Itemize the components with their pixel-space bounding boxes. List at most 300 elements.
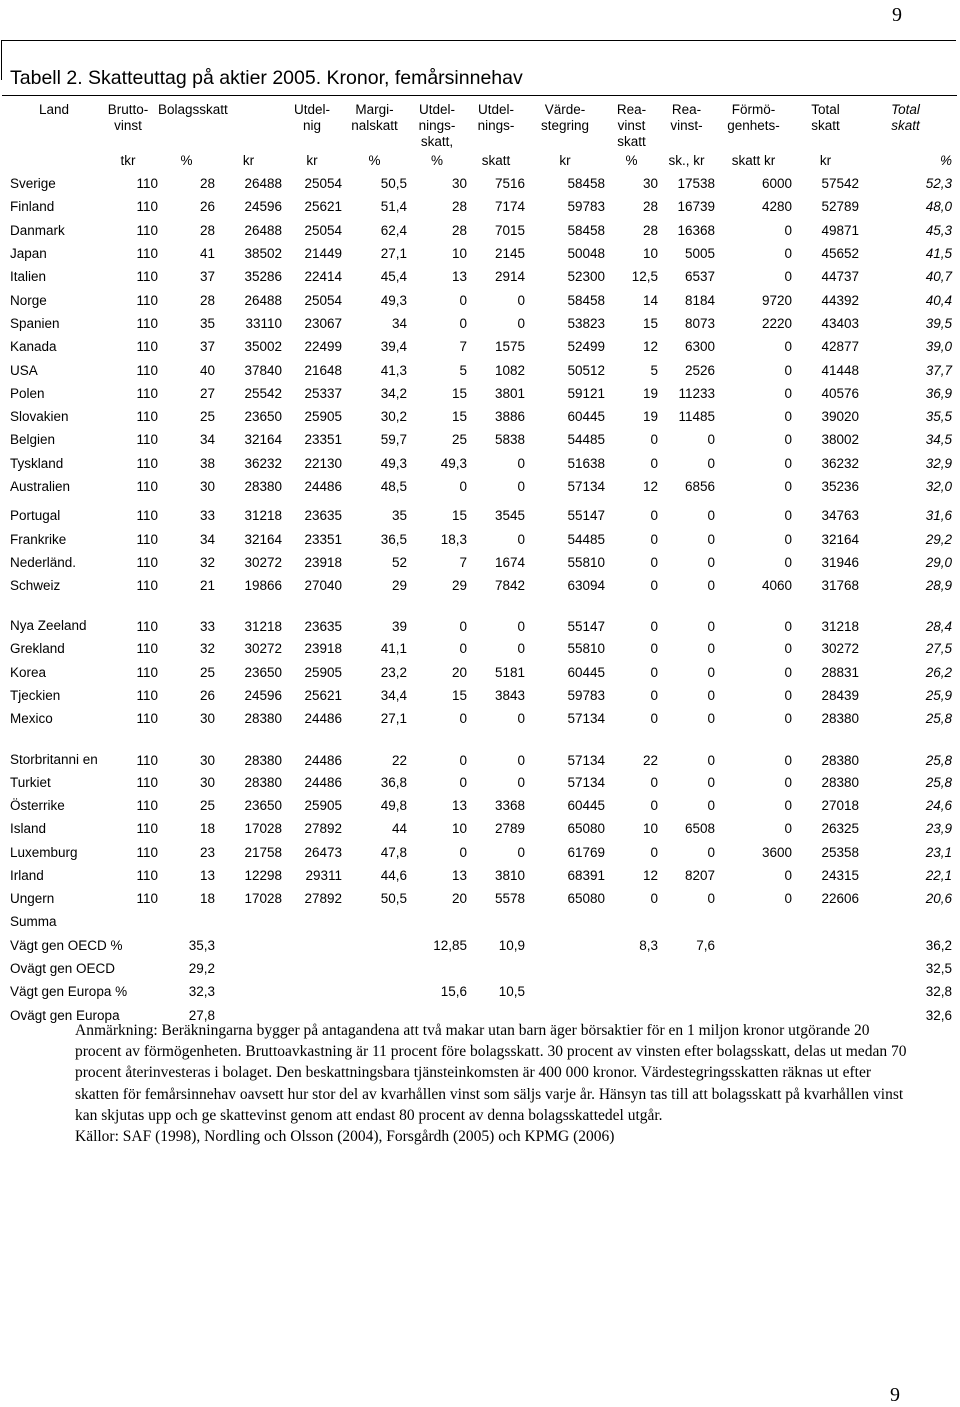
value-cell: 22 [642,752,659,768]
value-cell: 6856 [684,479,716,494]
value-cell: 0 [517,844,526,860]
value-cell: 48,0 [925,199,953,215]
empty-cell [715,957,792,980]
value-cell: 21648 [304,362,343,378]
value-cell: 110 [136,199,158,215]
header-unit-cell: % [625,153,638,168]
empty-cell [342,910,407,933]
value-cell: 31218 [244,619,283,635]
value-cell: 23650 [244,797,283,813]
value-cell: 55810 [567,641,606,657]
value-cell: 26488 [244,292,283,308]
empty-cell [342,980,407,1003]
value-cell: 0 [650,508,659,524]
value-cell: 20 [451,891,468,907]
value-cell: 24,6 [925,797,953,813]
empty-cell [792,934,859,957]
value-cell: 32 [199,554,215,570]
value-cell: 4280 [761,199,793,215]
header-cell: nings- [418,118,456,133]
value-cell: 25,9 [925,688,953,704]
value-cell: 60445 [567,664,606,680]
table-row [10,358,952,381]
value-cell: 24486 [304,752,343,768]
value-cell: 0 [459,711,468,727]
value-cell: 13 [451,867,468,883]
value-cell: 55810 [567,554,606,570]
value-cell: 55147 [567,508,606,524]
header-cell: Utdel- [294,102,331,117]
value-cell: 24486 [304,774,343,790]
header-cell: nings- [477,118,515,133]
value-cell: 26488 [244,222,283,238]
value-cell: 0 [784,531,793,547]
value-cell: 15 [451,688,468,704]
country-cell: Luxemburg [10,844,78,860]
value-cell: 27 [199,385,215,401]
value-cell: 110 [136,176,158,192]
value-cell: 25 [199,797,215,813]
value-cell: 0 [707,554,716,570]
value-cell: 0 [707,578,716,594]
value-cell: 36,8 [380,774,408,790]
value-cell: 39,5 [925,315,953,331]
value-cell: 26473 [304,844,343,860]
value-cell: 28380 [244,774,283,790]
table-row [10,707,952,730]
header-cell: Rea- [616,102,647,117]
value-cell: 110 [136,867,158,883]
value-cell: 25 [199,664,215,680]
header-cell: Värde- [544,102,586,117]
value-cell: 110 [136,269,158,285]
value-cell: 0 [459,774,468,790]
value-cell: 44737 [821,269,860,285]
summary-heading-row [10,910,952,933]
value-cell: 0 [650,641,659,657]
table-row [10,312,952,335]
value-cell: 53823 [567,315,606,331]
summary-value: 32,3 [188,984,215,1000]
value-cell: 68391 [567,867,606,883]
value-cell: 5005 [684,246,716,262]
summary-label: Vägt gen Europa % [10,984,128,1000]
value-cell: 62,4 [380,222,408,238]
summary-value: 12,85 [433,937,468,953]
country-cell: Irland [10,867,44,883]
value-cell: 57542 [821,176,860,192]
value-cell: 0 [650,531,659,547]
value-cell: 30 [451,176,468,192]
value-cell: 57134 [567,752,606,768]
value-cell: 59783 [567,688,606,704]
header-cell [715,134,792,150]
table-note [75,1020,915,1147]
header-unit-cell: kr [819,153,832,168]
header-cell: Total [811,102,840,117]
value-cell: 36232 [244,455,283,471]
value-cell: 23918 [304,554,343,570]
value-cell: 37,7 [925,362,953,378]
value-cell: 24486 [304,711,343,727]
empty-cell [715,980,792,1003]
header-unit-cell: skatt [481,153,511,168]
value-cell: 0 [517,531,526,547]
value-cell: 0 [459,292,468,308]
value-cell: 50512 [567,362,606,378]
value-cell: 49,3 [380,292,408,308]
empty-cell [282,980,342,1003]
value-cell: 25905 [304,409,343,425]
value-cell: 35 [391,508,408,524]
value-cell: 60445 [567,797,606,813]
value-cell: 0 [650,797,659,813]
country-cell: Ungern [10,891,55,907]
value-cell: 0 [707,641,716,657]
value-cell: 5 [650,362,659,378]
value-cell: 110 [136,409,158,425]
country-cell: USA [10,362,38,378]
table-row [10,335,952,358]
header-cell: Total [891,102,920,117]
value-cell: 0 [517,479,526,494]
value-cell: 6508 [684,821,716,837]
value-cell: 28380 [244,479,283,494]
value-cell: 110 [136,531,158,547]
table-row [10,731,952,771]
value-cell: 12,5 [631,269,659,285]
value-cell: 40 [199,362,215,378]
empty-cell [215,934,282,957]
value-cell: 0 [707,844,716,860]
value-cell: 0 [517,752,526,768]
value-cell: 21449 [304,246,343,262]
header-unit-cell: kr [559,153,571,168]
value-cell: 0 [517,711,526,727]
summary-value [658,957,715,980]
table-row [10,195,952,218]
value-cell: 0 [784,891,793,907]
value-cell: 28 [642,199,659,215]
header-cell: skatt [891,118,920,133]
value-cell: 23650 [244,664,283,680]
header-cell: Utdel- [419,102,456,117]
value-cell: 23 [199,844,215,860]
value-cell: 34 [199,531,215,547]
table-row [10,172,952,195]
value-cell: 16739 [677,199,716,215]
value-cell: 21 [199,578,215,594]
value-cell: 40,4 [925,292,953,308]
value-cell: 110 [136,578,158,594]
value-cell: 65080 [567,821,606,837]
value-cell: 0 [707,455,716,471]
value-cell: 0 [784,752,793,768]
empty-cell [342,934,407,957]
country-cell: Turkiet [10,774,51,790]
value-cell: 10 [451,246,468,262]
summary-value [605,957,658,980]
summary-value: 36,2 [925,937,953,953]
value-cell: 25054 [304,176,343,192]
value-cell: 20 [451,664,468,680]
value-cell: 37840 [244,362,283,378]
value-cell: 34763 [821,508,860,524]
summary-label: Vägt gen OECD % [10,937,123,953]
header-cell: Bolagsskatt [158,102,228,117]
summary-value: 7,6 [696,937,716,953]
value-cell: 2914 [494,269,526,285]
value-cell: 3843 [494,688,526,704]
value-cell: 38502 [244,246,283,262]
value-cell: 40,7 [925,269,953,285]
header-unit-cell: % [431,153,444,168]
value-cell: 34,4 [380,688,408,704]
value-cell: 27018 [821,797,860,813]
value-cell: 28,4 [925,619,953,635]
empty-cell [525,934,605,957]
header-cell [215,118,282,134]
value-cell: 33 [199,508,215,524]
value-cell: 110 [136,797,158,813]
summary-value [658,980,715,1003]
value-cell: 37 [199,269,215,285]
country-cell: Nederländ. [10,554,77,570]
header-cell [467,134,525,150]
value-cell: 2789 [494,821,526,837]
value-cell: 50,5 [380,176,408,192]
value-cell: 30272 [244,641,283,657]
table-row [10,597,952,637]
country-cell: Grekland [10,641,65,657]
header-cell [10,118,98,134]
value-cell: 29,2 [925,531,953,547]
value-cell: 41,5 [925,246,953,262]
table-row [10,840,952,863]
value-cell: 29,0 [925,554,953,570]
value-cell: 23351 [304,531,343,547]
header-cell: Utdel- [478,102,515,117]
value-cell: 110 [136,385,158,401]
empty-cell [282,934,342,957]
empty-cell [715,910,792,933]
value-cell: 54485 [567,432,606,448]
header-row-1 [10,102,952,118]
header-cell: skatt [811,118,840,133]
header-cell: genhets- [727,118,780,133]
country-cell: Nya Zeeland [10,618,87,634]
table-row [10,242,952,265]
value-cell: 49,8 [380,797,408,813]
value-cell: 18 [199,821,215,837]
value-cell: 40576 [821,385,860,401]
value-cell: 39,4 [380,339,408,355]
value-cell: 0 [707,774,716,790]
summary-heading: Summa [10,914,57,930]
value-cell: 1575 [494,339,526,355]
value-cell: 0 [707,531,716,547]
header-unit-cell: tkr [120,153,136,168]
table-row [10,551,952,574]
header-row-3 [10,134,952,150]
value-cell: 6537 [684,269,716,285]
header-cell: nalskatt [351,118,398,133]
value-cell: 45652 [821,246,860,262]
value-cell: 39,0 [925,339,953,355]
table-row [10,219,952,242]
value-cell: 58458 [567,222,606,238]
value-cell: 3545 [494,508,526,524]
value-cell: 3600 [761,844,793,860]
value-cell: 7516 [494,176,526,192]
table-row [10,637,952,660]
value-cell: 63094 [567,578,606,594]
value-cell: 30 [199,752,215,768]
value-cell: 26,2 [925,664,953,680]
value-cell: 17538 [677,176,716,192]
value-cell: 22 [391,752,408,768]
table-row [10,504,952,527]
country-cell: Österrike [10,797,65,813]
value-cell: 1082 [494,362,526,378]
value-cell: 24315 [821,867,860,883]
country-cell: Italien [10,269,47,285]
empty-cell [215,910,282,933]
value-cell: 0 [784,711,793,727]
value-cell: 110 [136,641,158,657]
value-cell: 23635 [304,619,343,635]
value-cell: 2526 [684,362,716,378]
value-cell: 12298 [244,867,283,883]
summary-value: 29,2 [188,961,215,977]
summary-value: 15,6 [440,984,468,1000]
value-cell: 11485 [678,409,716,425]
value-cell: 35 [199,315,215,331]
country-cell: Slovakien [10,409,69,425]
value-cell: 0 [784,455,793,471]
value-cell: 0 [707,664,716,680]
value-cell: 58458 [567,176,606,192]
table-row [10,864,952,887]
value-cell: 28 [199,292,215,308]
value-cell: 52499 [567,339,606,355]
header-cell: nig [303,118,322,133]
value-cell: 0 [784,774,793,790]
value-cell: 29311 [305,867,343,883]
value-cell: 13 [451,269,468,285]
value-cell: 50048 [567,246,606,262]
summary-value: 8,3 [639,937,659,953]
value-cell: 22499 [304,339,343,355]
value-cell: 19 [642,385,659,401]
value-cell: 0 [707,508,716,524]
value-cell: 52789 [821,199,860,215]
value-cell: 12 [642,867,659,883]
value-cell: 27,1 [380,711,408,727]
value-cell: 49,3 [440,455,468,471]
value-cell: 57134 [567,479,606,494]
header-cell [282,134,342,150]
table-row [10,265,952,288]
value-cell: 0 [650,711,659,727]
value-cell: 55147 [567,619,606,635]
value-cell: 0 [707,688,716,704]
value-cell: 0 [517,619,526,635]
value-cell: 110 [136,752,158,768]
value-cell: 25,8 [925,711,953,727]
value-cell: 28380 [821,711,860,727]
value-cell: 37 [199,339,215,355]
value-cell: 51638 [567,455,606,471]
value-cell: 15 [451,508,468,524]
value-cell: 0 [784,339,793,355]
value-cell: 28 [451,199,468,215]
header-cell [859,134,952,150]
empty-cell [525,957,605,980]
header-cell: Margi- [355,102,394,117]
summary-value: 10,9 [498,937,526,953]
value-cell: 0 [784,409,793,425]
value-cell: 32164 [244,432,283,448]
summary-value: 32,8 [925,984,953,1000]
value-cell: 0 [650,891,659,907]
country-cell: Island [10,821,47,837]
value-cell: 0 [784,664,793,680]
value-cell: 110 [136,774,158,790]
value-cell: 27892 [304,891,343,907]
value-cell: 23918 [304,641,343,657]
header-cell: Rea- [671,102,702,117]
table-row [10,405,952,428]
value-cell: 0 [517,641,526,657]
frame-left-border [1,40,2,80]
table-row [10,527,952,550]
value-cell: 13 [199,867,215,883]
value-cell: 26488 [244,176,283,192]
value-cell: 27,1 [380,246,408,262]
value-cell: 22,1 [925,867,953,883]
empty-cell [715,934,792,957]
value-cell: 34,2 [380,385,408,401]
value-cell: 3368 [494,797,526,813]
value-cell: 110 [136,844,158,860]
value-cell: 21758 [244,844,283,860]
value-cell: 39020 [821,409,860,425]
empty-cell [525,980,605,1003]
value-cell: 3886 [494,409,526,425]
value-cell: 34,5 [925,432,953,448]
value-cell: 61769 [567,844,606,860]
value-cell: 28380 [244,711,283,727]
country-cell: Danmark [10,222,65,238]
header-unit-cell: skatt kr [731,153,776,168]
summary-value [467,957,525,980]
value-cell: 36,5 [380,531,408,547]
value-cell: 0 [784,362,793,378]
header-cell [10,134,98,150]
value-cell: 25621 [304,199,343,215]
value-cell: 110 [136,688,158,704]
value-cell: 23,9 [925,821,953,837]
value-cell: 38002 [821,432,860,448]
header-cell: Brutto- [107,102,149,117]
table-title: Tabell 2. Skatteuttag på aktier 2005. Kronor, femårsinnehav [10,67,523,89]
header-cell: vinst [114,118,142,133]
value-cell: 0 [784,554,793,570]
empty-cell [605,910,658,933]
value-cell: 31946 [821,554,860,570]
value-cell: 110 [136,821,158,837]
